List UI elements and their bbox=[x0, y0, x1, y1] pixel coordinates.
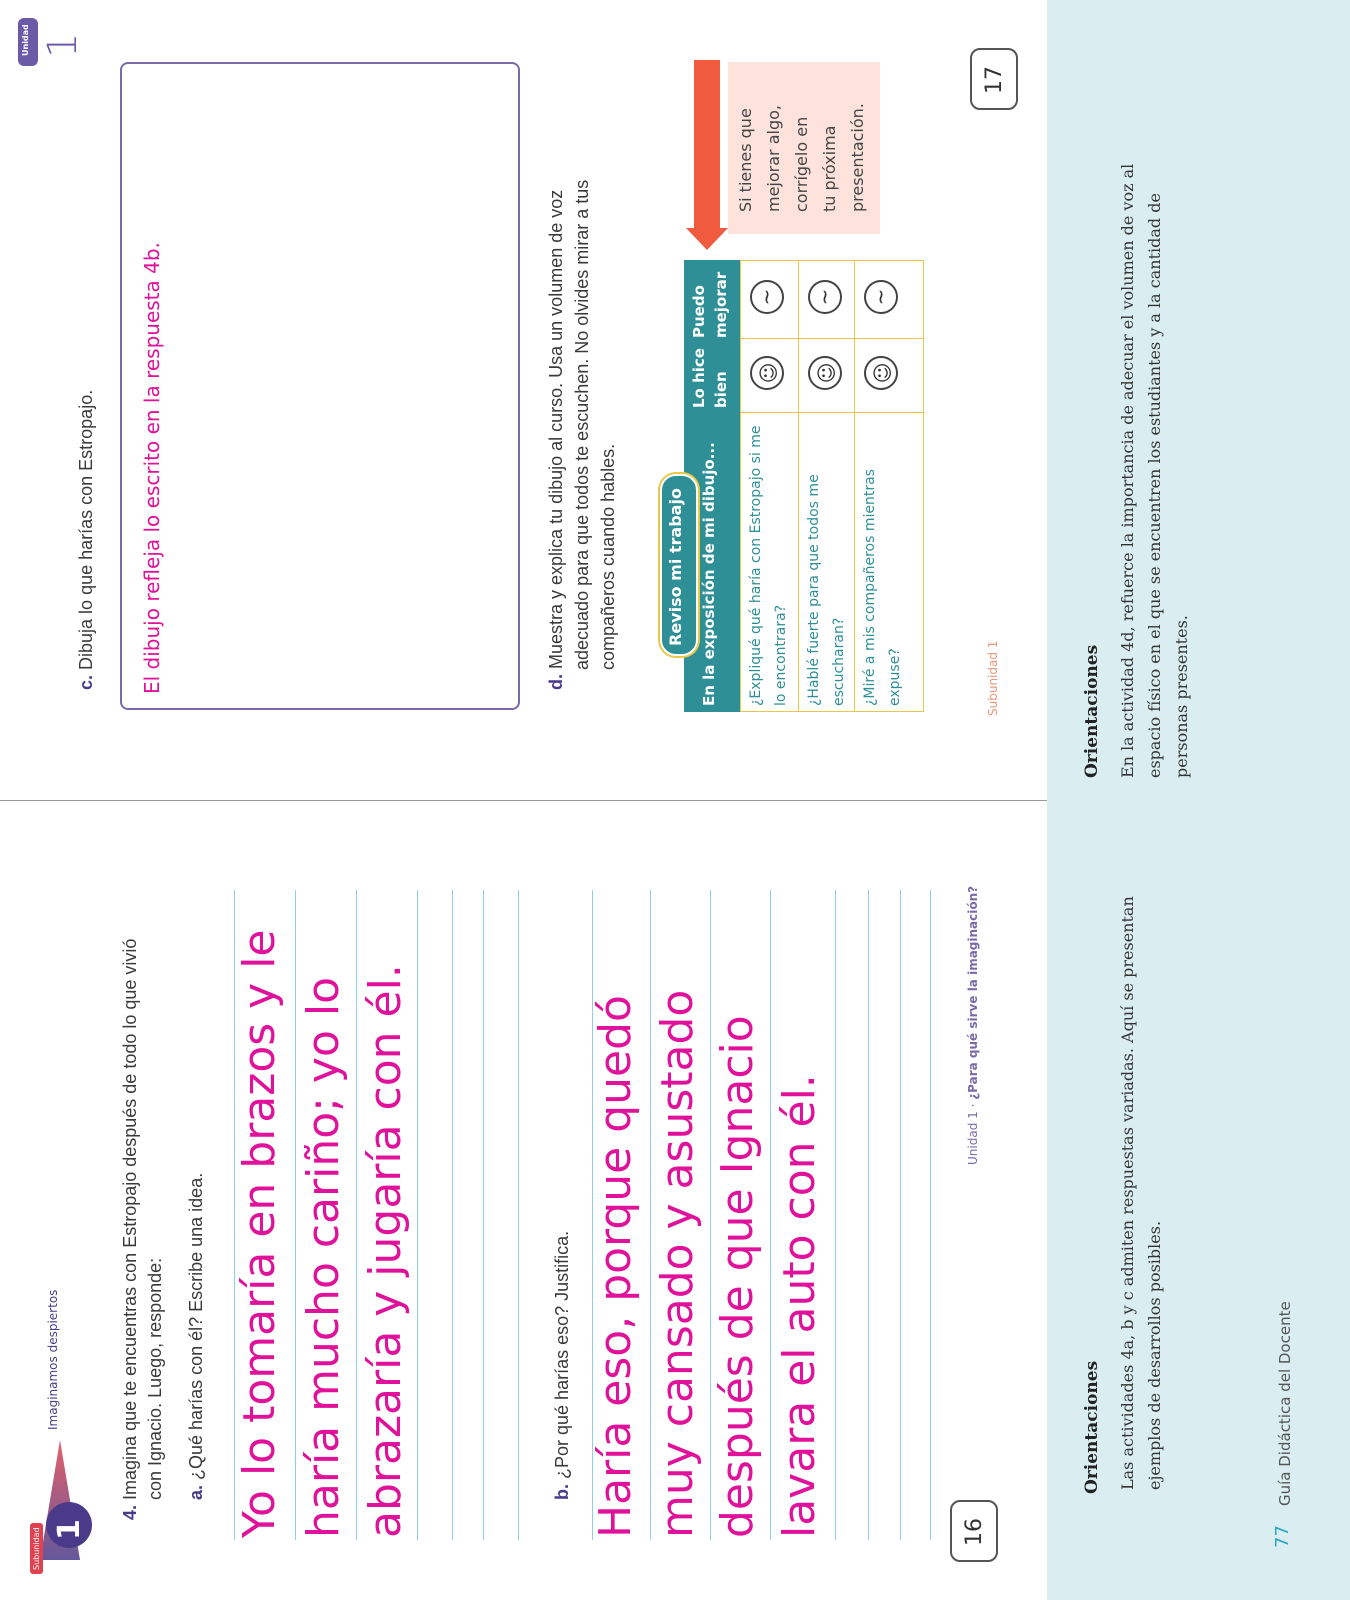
subunit-number: 1 bbox=[52, 1519, 87, 1540]
question-d-text-1: Muestra y explica tu dibujo al curso. Usa un volumen de voz bbox=[546, 189, 566, 669]
answer-a-line-1[interactable]: Yo lo tomaría en brazos y le bbox=[234, 929, 285, 1538]
review-row-2: ¿Hablé fuerte para que todos me escucharan? bbox=[806, 474, 847, 706]
orientaciones-body-1: Las actividades 4a, b y c admiten respuestas variadas. Aquí se presentan ejemplos de desarrollos posibles. bbox=[1118, 896, 1164, 1490]
answer-a-line-3[interactable]: abrazaría y jugaría con él. bbox=[360, 964, 411, 1538]
page-number-16: 16 bbox=[962, 1518, 987, 1546]
review-row-3: ¿Miré a mis compañeros mientras expuse? bbox=[862, 469, 903, 706]
answer-b-line-2[interactable]: muy cansado y asustado bbox=[652, 989, 703, 1538]
page-fold bbox=[0, 800, 1047, 801]
review-row-1: ¿Expliqué qué haría con Estropajo si me lo encontrara? bbox=[748, 425, 789, 706]
happy-face-icon[interactable]: ☺ bbox=[808, 356, 842, 390]
unit-badge-label: Unidad bbox=[21, 24, 30, 56]
happy-face-icon[interactable]: ☺ bbox=[864, 356, 898, 390]
review-title: Reviso mi trabajo bbox=[666, 488, 685, 646]
question-a-label: a. bbox=[186, 1484, 206, 1500]
question-a bbox=[186, 1173, 207, 1500]
neutral-face-icon[interactable]: ~ bbox=[808, 280, 842, 314]
footer-unit: Unidad 1 · bbox=[966, 1099, 980, 1165]
question-4 bbox=[120, 939, 141, 1520]
question-b bbox=[552, 1231, 573, 1500]
question-4-text: Imagina que te encuentras con Estropajo después de todo lo que vivió bbox=[120, 938, 140, 1500]
unit-badge bbox=[18, 18, 38, 66]
subunit-badge bbox=[22, 1440, 90, 1572]
tip-line-2: mejorar algo, bbox=[764, 105, 783, 212]
question-d bbox=[546, 190, 567, 690]
question-c-label: c. bbox=[76, 674, 96, 690]
question-d-text-2: adecuado para que todos te escuchen. No olvides mirar a tus bbox=[572, 179, 592, 670]
answer-b-line-3[interactable]: después de que Ignacio bbox=[712, 1015, 763, 1538]
drawing-answer: El dibujo refleja lo escrito en la respuesta 4b. bbox=[140, 242, 164, 694]
guide-page-number: 77 bbox=[1272, 1525, 1293, 1548]
subunit-title: Imaginamos despiertos bbox=[46, 1289, 60, 1430]
footer-title: ¿Para qué sirve la imaginación? bbox=[966, 885, 980, 1100]
question-d-label: d. bbox=[546, 674, 566, 690]
col-improve: Puedo mejorar bbox=[690, 271, 730, 338]
answer-b-line-4[interactable]: lavara el auto con él. bbox=[774, 1074, 825, 1538]
question-a-text: ¿Qué harías con él? Escribe una idea. bbox=[186, 1172, 206, 1480]
left-page-footer bbox=[966, 886, 980, 1165]
orientaciones-body-2: En la actividad 4d, refuerce la importancia de adecuar el volumen de voz al espacio físico en el que se encuentren los estudiantes y a la cantidad de personas presentes. bbox=[1118, 163, 1191, 778]
review-table bbox=[684, 260, 924, 712]
answer-a-line-2[interactable]: haría mucho cariño; yo lo bbox=[298, 976, 349, 1538]
neutral-face-icon[interactable]: ~ bbox=[864, 280, 898, 314]
page-number-17: 17 bbox=[982, 66, 1007, 94]
question-4-text-2: con Ignacio. Luego, responde: bbox=[145, 1257, 165, 1500]
subunit-badge-label: Subunidad bbox=[30, 1523, 43, 1574]
guide-book-title: Guía Didáctica del Docente bbox=[1276, 1301, 1294, 1506]
tip-line-3: corrígelo en bbox=[792, 116, 811, 212]
tip-box bbox=[728, 62, 880, 234]
orientaciones-title-1: Orientaciones bbox=[1082, 1360, 1102, 1494]
orientaciones-title-2: Orientaciones bbox=[1082, 644, 1102, 778]
arrow-icon bbox=[694, 60, 720, 236]
page-number-17-box bbox=[970, 48, 1018, 110]
col-criteria: En la exposición de mi dibujo... bbox=[700, 442, 718, 706]
drawing-box[interactable] bbox=[120, 62, 520, 710]
question-c bbox=[76, 390, 97, 690]
answer-b-line-1[interactable]: Haría eso, porque quedó bbox=[590, 995, 641, 1538]
question-c-text: Dibuja lo que harías con Estropajo. bbox=[76, 389, 96, 670]
question-d-text-3: compañeros cuando hables. bbox=[598, 443, 618, 670]
review-title-pill bbox=[660, 474, 698, 656]
tip-line-1: Si tienes que bbox=[736, 108, 755, 212]
tip-line-4: tu próxima bbox=[820, 125, 839, 212]
tip-line-5: presentación. bbox=[848, 103, 867, 212]
page-number-16-box bbox=[950, 1500, 998, 1562]
col-good: Lo hice bien bbox=[690, 348, 730, 408]
right-page-footer: Subunidad 1 bbox=[986, 640, 1000, 716]
neutral-face-icon[interactable]: ~ bbox=[750, 280, 784, 314]
question-b-label: b. bbox=[552, 1484, 572, 1500]
unit-number: 1 bbox=[40, 32, 86, 58]
question-b-text: ¿Por qué harías eso? Justifica. bbox=[552, 1230, 572, 1479]
question-4-number: 4. bbox=[120, 1504, 140, 1520]
happy-face-icon[interactable]: ☺ bbox=[750, 356, 784, 390]
